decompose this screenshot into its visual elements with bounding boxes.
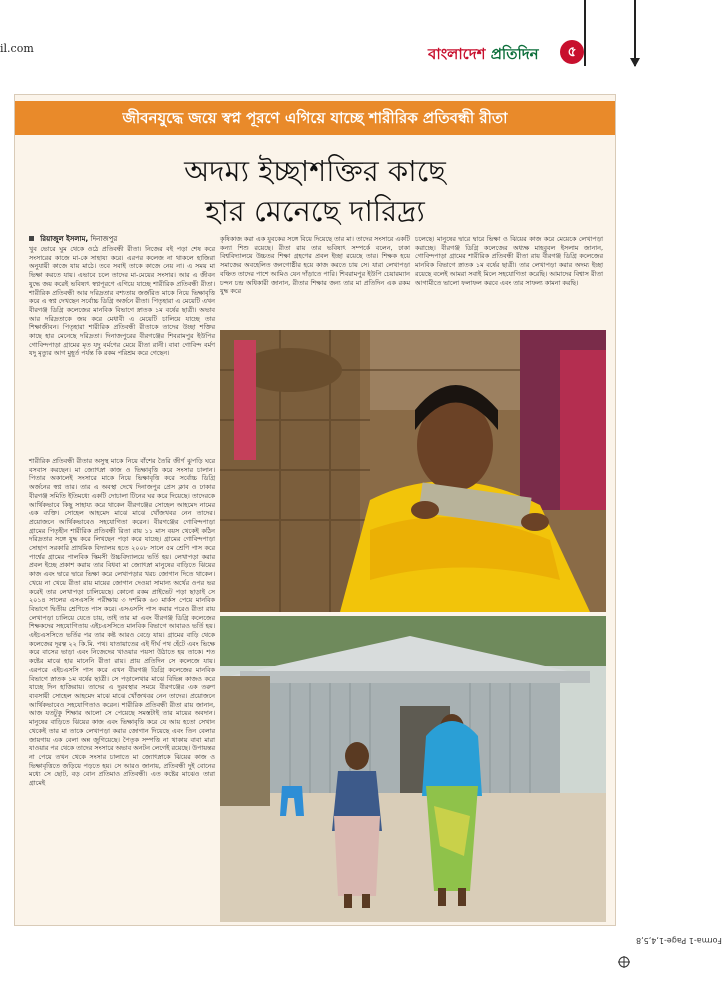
photo-student-reading	[220, 330, 606, 612]
column-1-top: খুব ভোরে ঘুম থেকে ওঠে প্রতিবন্ধী রীতা। নিজের বই পড়া শেষ করে সংসারের কাজে মা-কে সাহায্য করে। এরপর কলেজ না থাকলে হাজিরা অনুযায়ী কাজে যায় মাঠে। তবে সবাই তাকে কাজে নেয় না। এ সময় মা ভিক্ষা করতে যায়। এভাবে চলে তাদের মা-মেয়ের সংসার। আর এ জীবন যুদ্ধে জয় করেই ভবিষ্যৎ স্বপ্নপূরণে এগিয়ে যাচ্ছে শারীরিক প্রতিবন্ধী রীতা। শারীরিক প্রতিবন্ধী আর দরিদ্রতার বশ্যতায় জর্জরিত মাকে নিয়ে ভিক্ষাবৃত্তি করে এ স্বপ্ন দেখছেন সর্বোচ্চ ডিগ্রি অর্জনে রীতা। পিতৃহারা এ মেয়েটি এখন বীরগঞ্জ ডিগ্রি কলেজের মানবিক বিভাগে স্নাতক ১ম বর্ষের ছাত্রী। অভাব আর দরিদ্রতাকে জয় করে মেধাবী এ মেয়েটি চালিয়ে যাচ্ছে তার শিক্ষাজীবন। পিতৃহারা শারীরিক প্রতিবন্ধী রীতাকে তাদের উচ্ছা শক্তির কাছে হার মেনেছে দরিদ্রতা। দিনাজপুরের বীরগঞ্জের শিবরামপুর ইউপির গোবিন্দপাড়া গ্রামের মৃত যদু বর্মণের মেয়ে রীতা রানী। বাবা গোবিন্দ বর্মণ যদু মৃত্যুর আগ মুহূর্ত পর্যন্ত কি রকম পরিশ্রম করে গেছেন।	[29, 245, 215, 358]
masthead-logo	[428, 43, 539, 68]
masthead-part1: বাংলাদেশ	[428, 45, 486, 63]
byline	[29, 233, 117, 245]
arrow-down-icon	[630, 58, 640, 67]
byline-name: রিয়াজুল ইসলাম,	[40, 235, 89, 243]
headline-line-1: অদম্য ইচ্ছাশক্তির কাছে	[184, 154, 446, 188]
registration-mark-icon	[618, 956, 630, 968]
forma-print-mark: Forma-1 Page-1,4,5,8	[636, 936, 722, 945]
photo-mother-and-daughter	[220, 616, 606, 922]
crop-mark-right	[634, 0, 636, 66]
article-banner: জীবনযুদ্ধে জয়ে স্বপ্ন পূরণে এগিয়ে যাচ্ছে শারীরিক প্রতিবন্ধী রীতা	[15, 101, 615, 135]
url-fragment: il.com	[0, 42, 34, 55]
column-2-top: কৃষিকাজ করা এক যুবকের সঙ্গে বিয়ে দিয়েছে তার মা। তাদের সংসারে একটি কন্যা শিশু রয়েছে। রীতা রায় তার ভবিষ্যৎ সম্পর্কে বলেন, ঢাকা বিশ্ববিদ্যালয়ে উচ্চতর শিক্ষা গ্রহণের প্রবল ইচ্ছা রয়েছে তার। শিক্ষক হয়ে সমাজের অবহেলিত জনগোষ্ঠীর হয়ে কাজ করতে চায় সে। যারা লেখাপড়া বঞ্চিত তাদের পাশে আমিও যেন দাঁড়াতে পারি। শিবরামপুর ইউপি চেয়ারম্যান চন্দন চন্দ্র অধিকারী জানান, রীতার শিক্ষার জন্য তার মা প্রতিদিন এক রকম যুদ্ধ করে	[220, 235, 410, 296]
column-3-top: চলেছে। মানুষের দ্বারে দ্বারে ভিক্ষা ও ঝিয়ের কাজ করে মেয়েকে লেখাপড়া করাচ্ছে। বীরগঞ্জ ডিগ্রি কলেজের অধ্যক্ষ মাহবুবল ইসলাম জানান, গোবিন্দপাড়া গ্রামের শারীরিক প্রতিবন্ধী রীতা রায় বীরগঞ্জ ডিগ্রি কলেজের মানবিক বিভাগে স্নাতক ১ম বর্ষের ছাত্রী। তার লেখাপড়া করার অদম্য ইচ্ছা রয়েছে বলেই আমরা সবাই মিলে সহযোগিতা করেছি। আমাদের বিশ্বাস রীতা আগামীতে ভালো ফলাফল করবে এবং তার সাফল্য কামনা করছি।	[415, 235, 603, 287]
byline-bullet-icon	[29, 236, 34, 241]
article-page	[14, 94, 616, 926]
column-1-bottom: শারীরিক প্রতিবন্ধী রীতার অসুস্থ মাকে নিয়ে বাঁশের তৈরি জীর্ণ ঝুপড়ি ঘরে বসবাস করছেন। মা জ্যোৎস্না কাজ ও ভিক্ষাবৃত্তি করে সংসার চালান। পিতার অকালেই সংসারে মাকে নিয়ে ভিক্ষাবৃত্তি করে সর্বোচ্চ ডিগ্রি অর্জনের স্বপ্ন তার। তার এ অবস্থা দেখে দিনাজপুর প্রেস ক্লাব ও ঢাকার বীরগঞ্জ সমিতি ইতিমধ্যে একটি দোচালা টিনের ঘর করে দিয়েছে। তাদেরকে আর্থিকভাবে কিছু সাহায্য করে থাকেন বীরগঞ্জের সোহেল আহমেদ নামের এক ব্যক্তি। সোহেল আহমেদ মাঝে মাঝে খোঁজখবর নেন তাদের। প্রয়োজনে আর্থিকভাবেও সহযোগিতা করেন। বীরগঞ্জের গোবিন্দপাড়া গ্রামের পিতৃহীন শারীরিক প্রতিবন্ধী রিতা রায় ১১ মাস বয়স থেকেই কঠিন দরিদ্রতার সঙ্গে যুদ্ধ করে লিখছেন পড়া করে যাচ্ছে। গ্রামের গোবিন্দপাড়া সোহাগ সরকারি প্রাথমিক বিদ্যালয় হতে ২০০৮ সালে ৫ম শ্রেণি পাস করে পার্শ্বের গ্রামের পালবিক স্কিমসী উচ্চবিদ্যালয়ে ভর্তি হয়। লেখাপড়া করার প্রবল ইচ্ছে প্রকাশ করায় তার বিধবা মা জ্যোৎস্না মানুষের বাড়িতে ঝিয়ের কাজ এবং দ্বারে দ্বারে ভিক্ষা করে লেখাপড়ার খরচ জোগান দিতে থাকেন। খেয়ে না খেয়ে রীতা রায় মায়ের জোগান দেওয়া সামান্য অর্থের ওপর ভর করেই তার লেখাপড়া চালিয়েছে। কোনো রকম প্রাইভেট পড়া ছাড়াই সে ২০১৪ সালের এসএসসি পরীক্ষায় ৩ দশমিক ৬৩ মার্কস পেয়ে মানবিক বিভাগে দ্বিতীয় শ্রেণিতে পাস করে। এসএসসি পাস করার পরেও রীতা রায় লেখাপড়া চালিয়ে যেতে চায়, তাই তার মা এবং বীরগঞ্জ ডিগ্রি কলেজের শিক্ষকদের সহযোগিতায় এইচএসসিতে মানবিক বিভাগে আবারও ভর্তি হয়। এইচএসসিতে ভর্তির পর তার কষ্ট আরও বেড়ে যায়। গ্রামের বাড়ি থেকে কলেজের দূরত্ব ২২ কি.মি. পথ। যাতায়াতের এই দীর্ঘ পথ হেঁটে এবং ভিক্ষে করে বাসের ভাড়া এবং নিজেদের খাওয়ার পয়সা উঠাতে হয় তাকে। শত কষ্টের মাঝে হার মানেনি রীতা রায়। প্রায় প্রতিদিন সে কলেজে যায়। এরপরে এইচএসসি পাস করে এখন বীরগঞ্জ ডিগ্রি কলেজের মানবিক বিভাগে স্নাতক ১ম বর্ষের ছাত্রী। সে পড়ালেখার মাঝে বিভিন্ন কাজও করে যাচ্ছে দিন হাজিরায়। তাদের এ দুরবস্থার সময়ে বীরগঞ্জের এক তরুণ ব্যবসায়ী সোহেল আহমেদ মাঝে মাঝে খোঁজখবর নেন তাদের। প্রয়োজনে আর্থিকভাবেও সহযোগিতাও করেন। শারীরিক প্রতিবন্ধী রীতা রায় জানান, আজ যতটুকু শিক্ষার আলো সে পেয়েছে সমস্তটাই তার মায়ের অবদান। মানুষের বাড়িতে ঝিয়ের কাজ এবং ভিক্ষাবৃত্তি করে যে আয় হতো সেখান থেকেই তার মা তাকে লেখাপড়া করার জোগান দিয়েছে এবং তিন বেলার জায়গায় এক বেলা অন্ন জুগিয়েছে। পৈতৃক সম্পত্তি না থাকায় বাবা মারা যাওয়ার পর থেকে তাদের সংসারে অভাব অনটন লেগেই রয়েছে। উপায়ন্তর না পেয়ে তখন থেকে সংসার চালাতে মা জ্যোৎস্নাকে ঝিয়ের কাজ ও ভিক্ষাবৃত্তিতে জড়িয়ে পড়তে হয়। সে আরও জানায়, প্রতিবন্ধী দুই বোনের মধ্যে সে ছোট, বড় বোন প্রতিমাও প্রতিবন্ধী। এত কষ্টের মাঝেও তারা গ্রামেই	[29, 457, 215, 788]
headline-line-2: হার মেনেছে দারিদ্র্য	[205, 194, 425, 228]
page-number-badge: ৫	[560, 40, 584, 64]
masthead-part2: প্রতিদিন	[490, 45, 539, 63]
byline-place: দিনাজপুর	[90, 235, 118, 243]
article-headline	[15, 151, 615, 231]
crop-mark-left	[584, 0, 586, 66]
